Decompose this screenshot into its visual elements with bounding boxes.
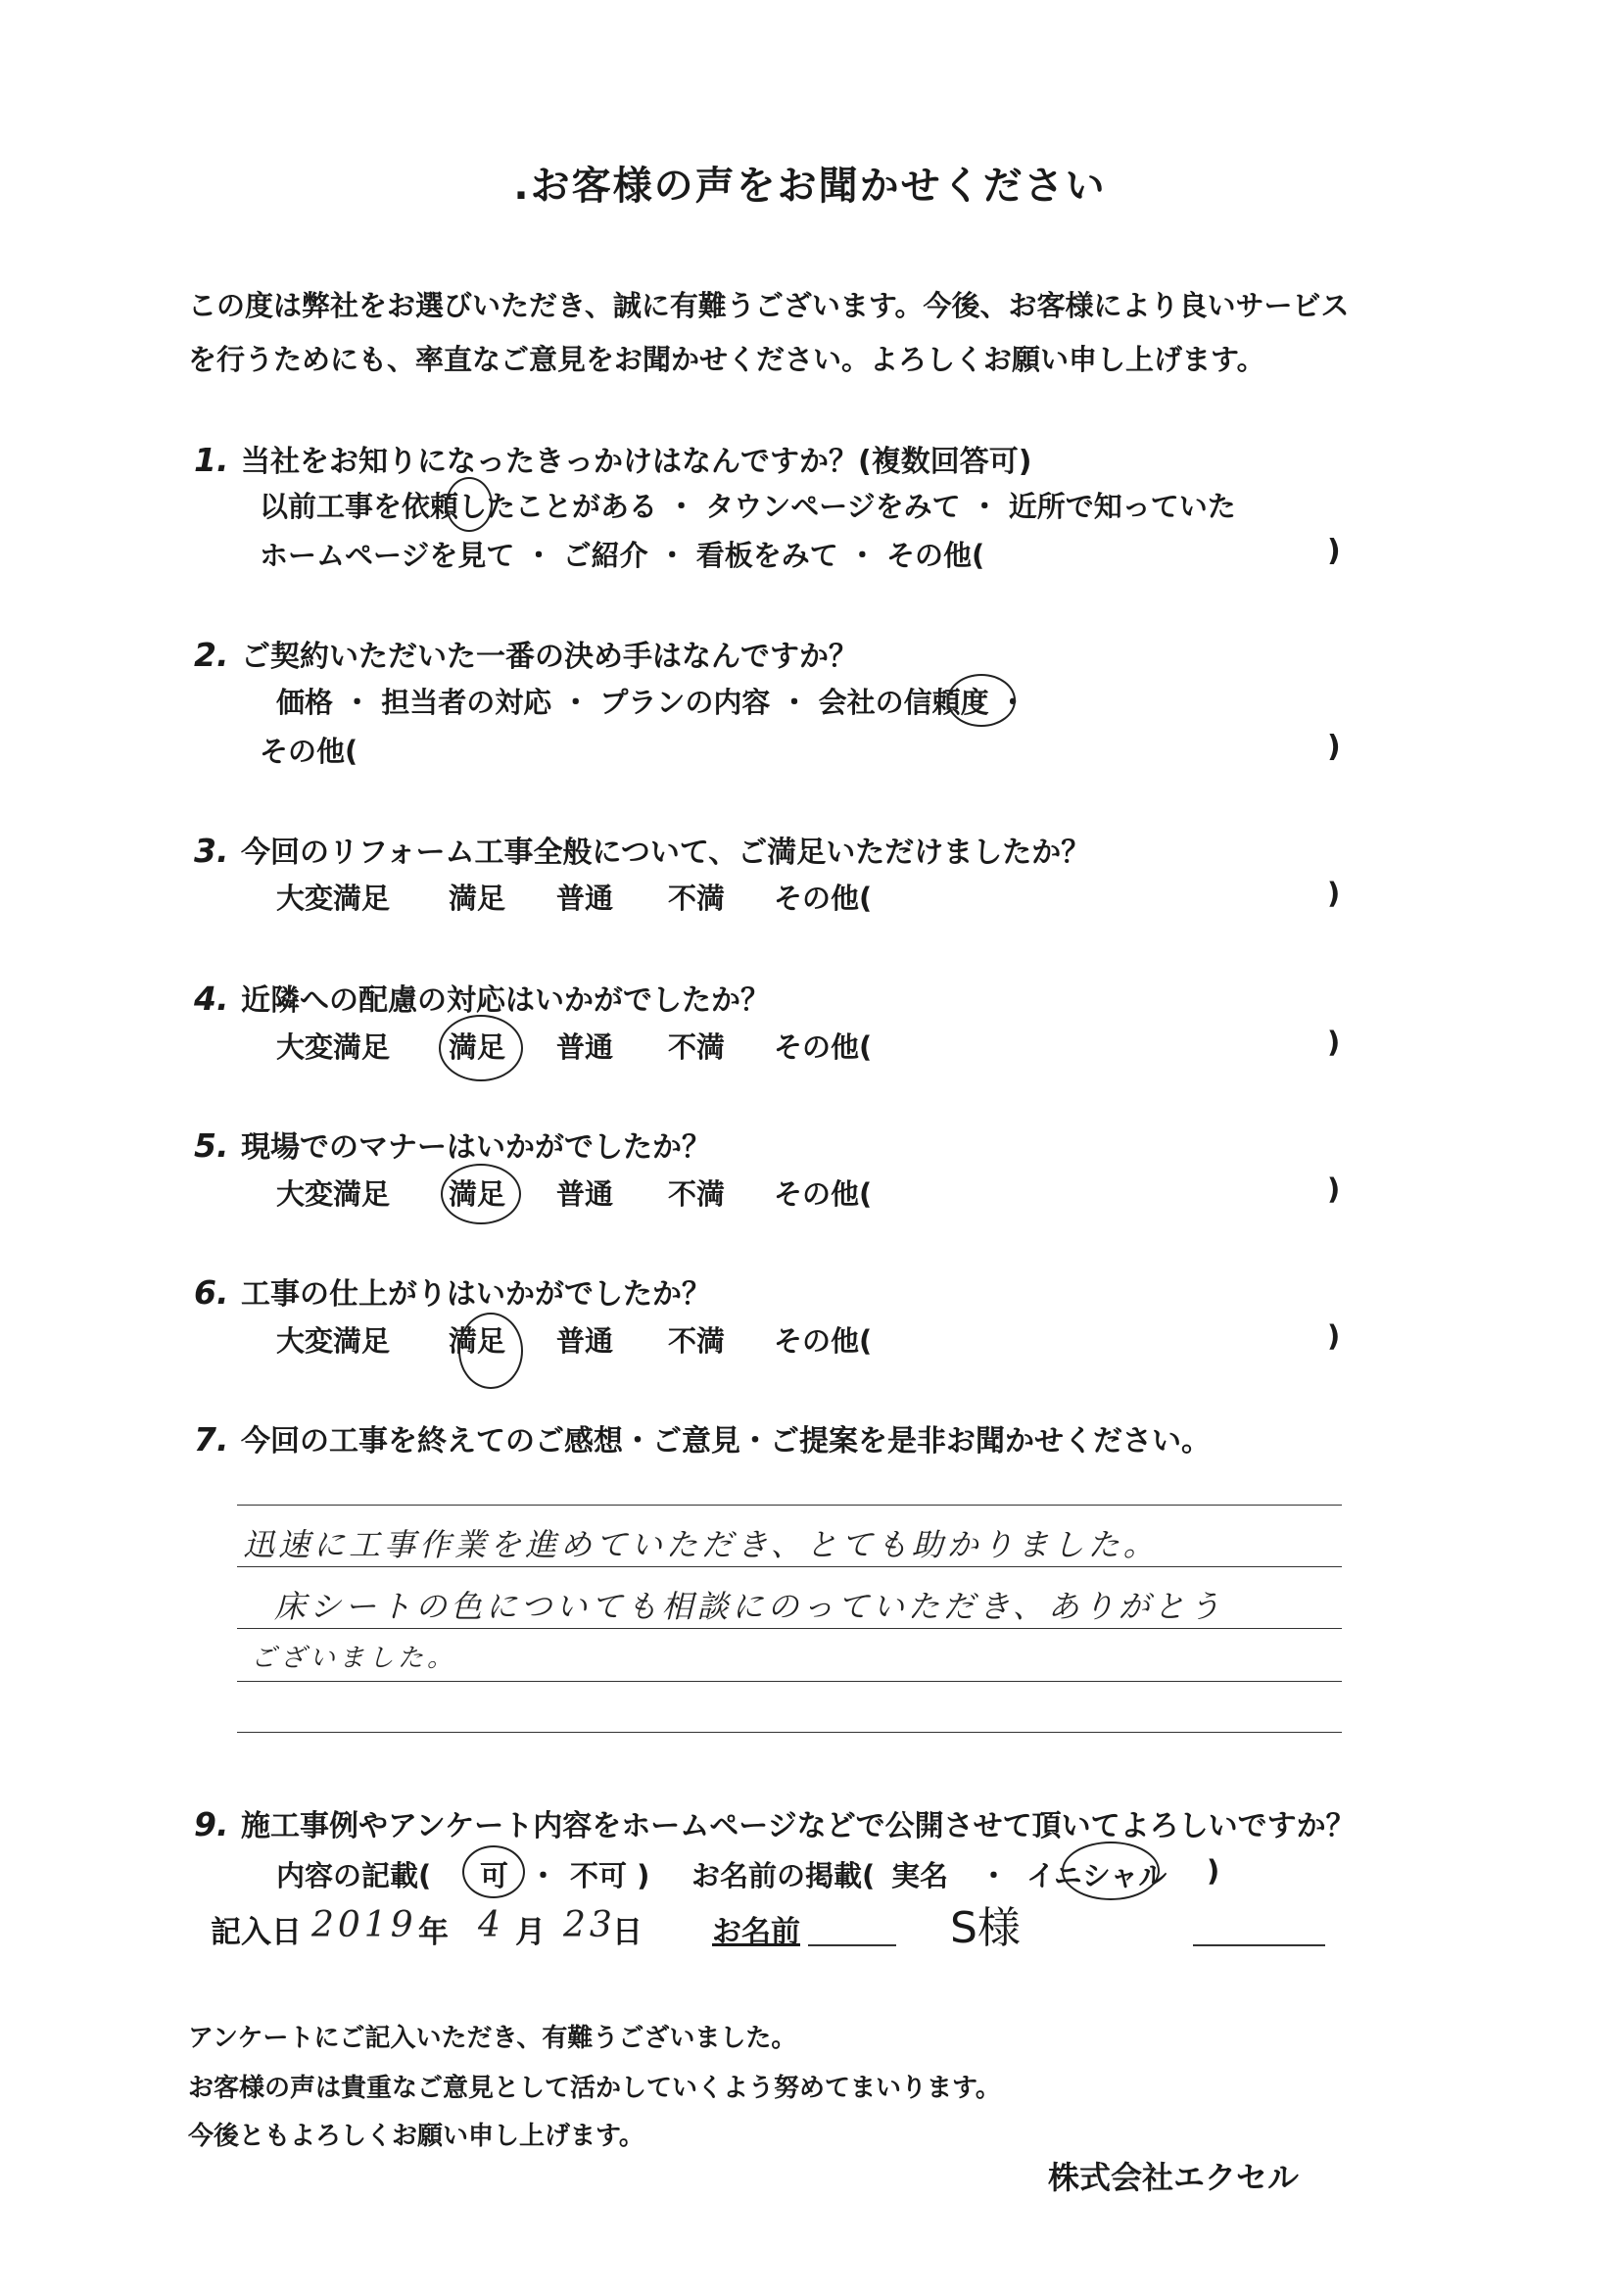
question-text: 施工事例やアンケート内容をホームページなどで公開させて頂いてよろしいですか？ [241,1809,1356,1843]
q2-options-line-2: その他( [260,735,358,768]
option-dissatisfied: 不満 [668,1324,726,1358]
answer-circle [458,1313,523,1389]
footer-line-1: アンケートにご記入いただき、有難うございました。 [188,2024,797,2053]
option-satisfied: 満足 [449,1324,506,1358]
footer-line-3: 今後ともよろしくお願い申し上げます。 [188,2122,644,2151]
option-very-satisfied: 大変満足 [276,882,391,915]
answer-circle [439,1015,523,1081]
answer-rule [237,1681,1342,1682]
option-other: その他( [774,1177,873,1211]
answer-circle [947,674,1016,727]
option-normal: 普通 [556,1030,614,1064]
answer-rule [237,1628,1342,1629]
q9-content-yes: 可 [480,1859,509,1892]
entry-month-unit: 月 [515,1915,546,1950]
name-underline [808,1944,896,1946]
option-normal: 普通 [556,1324,614,1358]
footer-line-2: お客様の声は貴重なご意見として活かしていくよう努めてまいります。 [188,2074,1001,2103]
question-text: 今回の工事を終えてのご感想・ご意見・ご提案を是非お聞かせください。 [241,1424,1211,1459]
question-number: 9. [194,1805,229,1843]
answer-rule [237,1732,1342,1733]
entry-year-unit: 年 [418,1915,449,1950]
question-number: 2. [194,636,229,674]
option-other-close: ) [1327,1319,1341,1353]
answer-rule [237,1566,1342,1567]
q6-rating-options [0,1319,1620,1359]
q9-name-close: ) [1207,1854,1220,1888]
answer-rule [237,1505,1342,1506]
entry-day: 23 [563,1905,616,1945]
question-2 [194,632,858,675]
question-1 [194,437,1031,480]
answer-circle [441,1164,521,1224]
q2-other-close: ) [1327,730,1341,764]
name-underline [1193,1944,1325,1946]
question-7 [194,1416,1211,1459]
question-3 [194,828,1090,871]
question-6 [194,1269,711,1313]
name-label: お名前 [712,1915,800,1949]
option-other: その他( [774,1324,873,1358]
option-very-satisfied: 大変満足 [276,1324,391,1358]
option-normal: 普通 [556,1177,614,1211]
question-9 [194,1801,1356,1844]
question-number: 4. [194,980,229,1018]
answer-circle [1062,1842,1160,1900]
question-number: 5. [194,1126,229,1165]
q4-rating-options [0,1026,1620,1065]
q9-name-sep: ・ [979,1859,1009,1892]
question-text: ご契約いただいた一番の決め手はなんですか？ [241,640,858,674]
question-4 [194,976,770,1019]
option-satisfied: 満足 [449,1030,506,1064]
q2-options-line-1: 価格 ・ 担当者の対応 ・ プランの内容 ・ 会社の信頼度 ・ [276,686,1027,719]
q5-rating-options [0,1172,1620,1212]
question-number: 7. [194,1420,229,1459]
option-very-satisfied: 大変満足 [276,1177,391,1211]
question-text: 工事の仕上がりはいかがでしたか？ [241,1277,711,1312]
q9-name-real: 実名 [891,1859,949,1892]
page-title: .お客様の声をお聞かせください [513,164,1107,209]
option-dissatisfied: 不満 [668,1030,726,1064]
company-name: 株式会社エクセル [1048,2159,1300,2196]
option-dissatisfied: 不満 [668,1177,726,1211]
option-other-close: ) [1327,1172,1341,1206]
q9-name-label: お名前の掲載( [691,1859,876,1892]
q9-content-label: 内容の記載( [276,1859,432,1892]
entry-year: 2019 [311,1905,417,1945]
question-text: 今回のリフォーム工事全般について、ご満足いただけましたか？ [241,836,1091,870]
option-other: その他( [774,882,873,915]
question-text: 当社をお知りになったきっかけはなんですか？(複数回答可) [241,445,1032,479]
question-text: 現場でのマナーはいかがでしたか？ [241,1130,711,1165]
question-5 [194,1123,711,1166]
question-text: 近隣への配慮の対応はいかがでしたか？ [241,983,770,1018]
answer-circle [462,1845,525,1898]
intro-line-2: を行うためにも、率直なご意見をお聞かせください。よろしくお願い申し上げます。 [188,343,1265,376]
option-satisfied: 満足 [449,882,506,915]
entry-day-unit: 日 [612,1915,643,1950]
option-very-satisfied: 大変満足 [276,1030,391,1064]
q1-options-line-2: ホームページを見て ・ ご紹介 ・ 看板をみて ・ その他( [260,539,985,572]
q1-options-line-1: 以前工事を依頼したことがある ・ タウンページをみて ・ 近所で知っていた [260,490,1236,523]
option-satisfied: 満足 [449,1177,506,1211]
q9-content-no: 不可 ) [570,1859,650,1892]
handwritten-comment-line-1: 迅速に工事作業を進めていただき、とても助かりました。 [243,1526,1159,1563]
question-number: 6. [194,1273,229,1312]
question-number: 3. [194,832,229,870]
answer-circle [446,477,493,532]
option-other-close: ) [1327,877,1341,910]
option-normal: 普通 [556,882,614,915]
q1-other-close: ) [1327,534,1341,568]
question-number: 1. [194,441,229,479]
name-value: S様 [950,1903,1021,1953]
entry-month: 4 [478,1905,504,1945]
q9-content-sep: ・ [529,1859,558,1892]
handwritten-comment-line-3: ございました。 [251,1644,457,1673]
q3-rating-options [0,877,1620,916]
intro-line-1: この度は弊社をお選びいただき、誠に有難うございます。今後、お客様により良いサービス [188,289,1350,322]
option-dissatisfied: 不満 [668,882,726,915]
q9-name-initial: イニシャル [1026,1859,1167,1892]
option-other-close: ) [1327,1026,1341,1059]
option-other: その他( [774,1030,873,1064]
entry-date-label: 記入日 [211,1915,302,1950]
handwritten-comment-line-2: 床シートの色についても相談にのっていただき、ありがとう [274,1588,1224,1625]
